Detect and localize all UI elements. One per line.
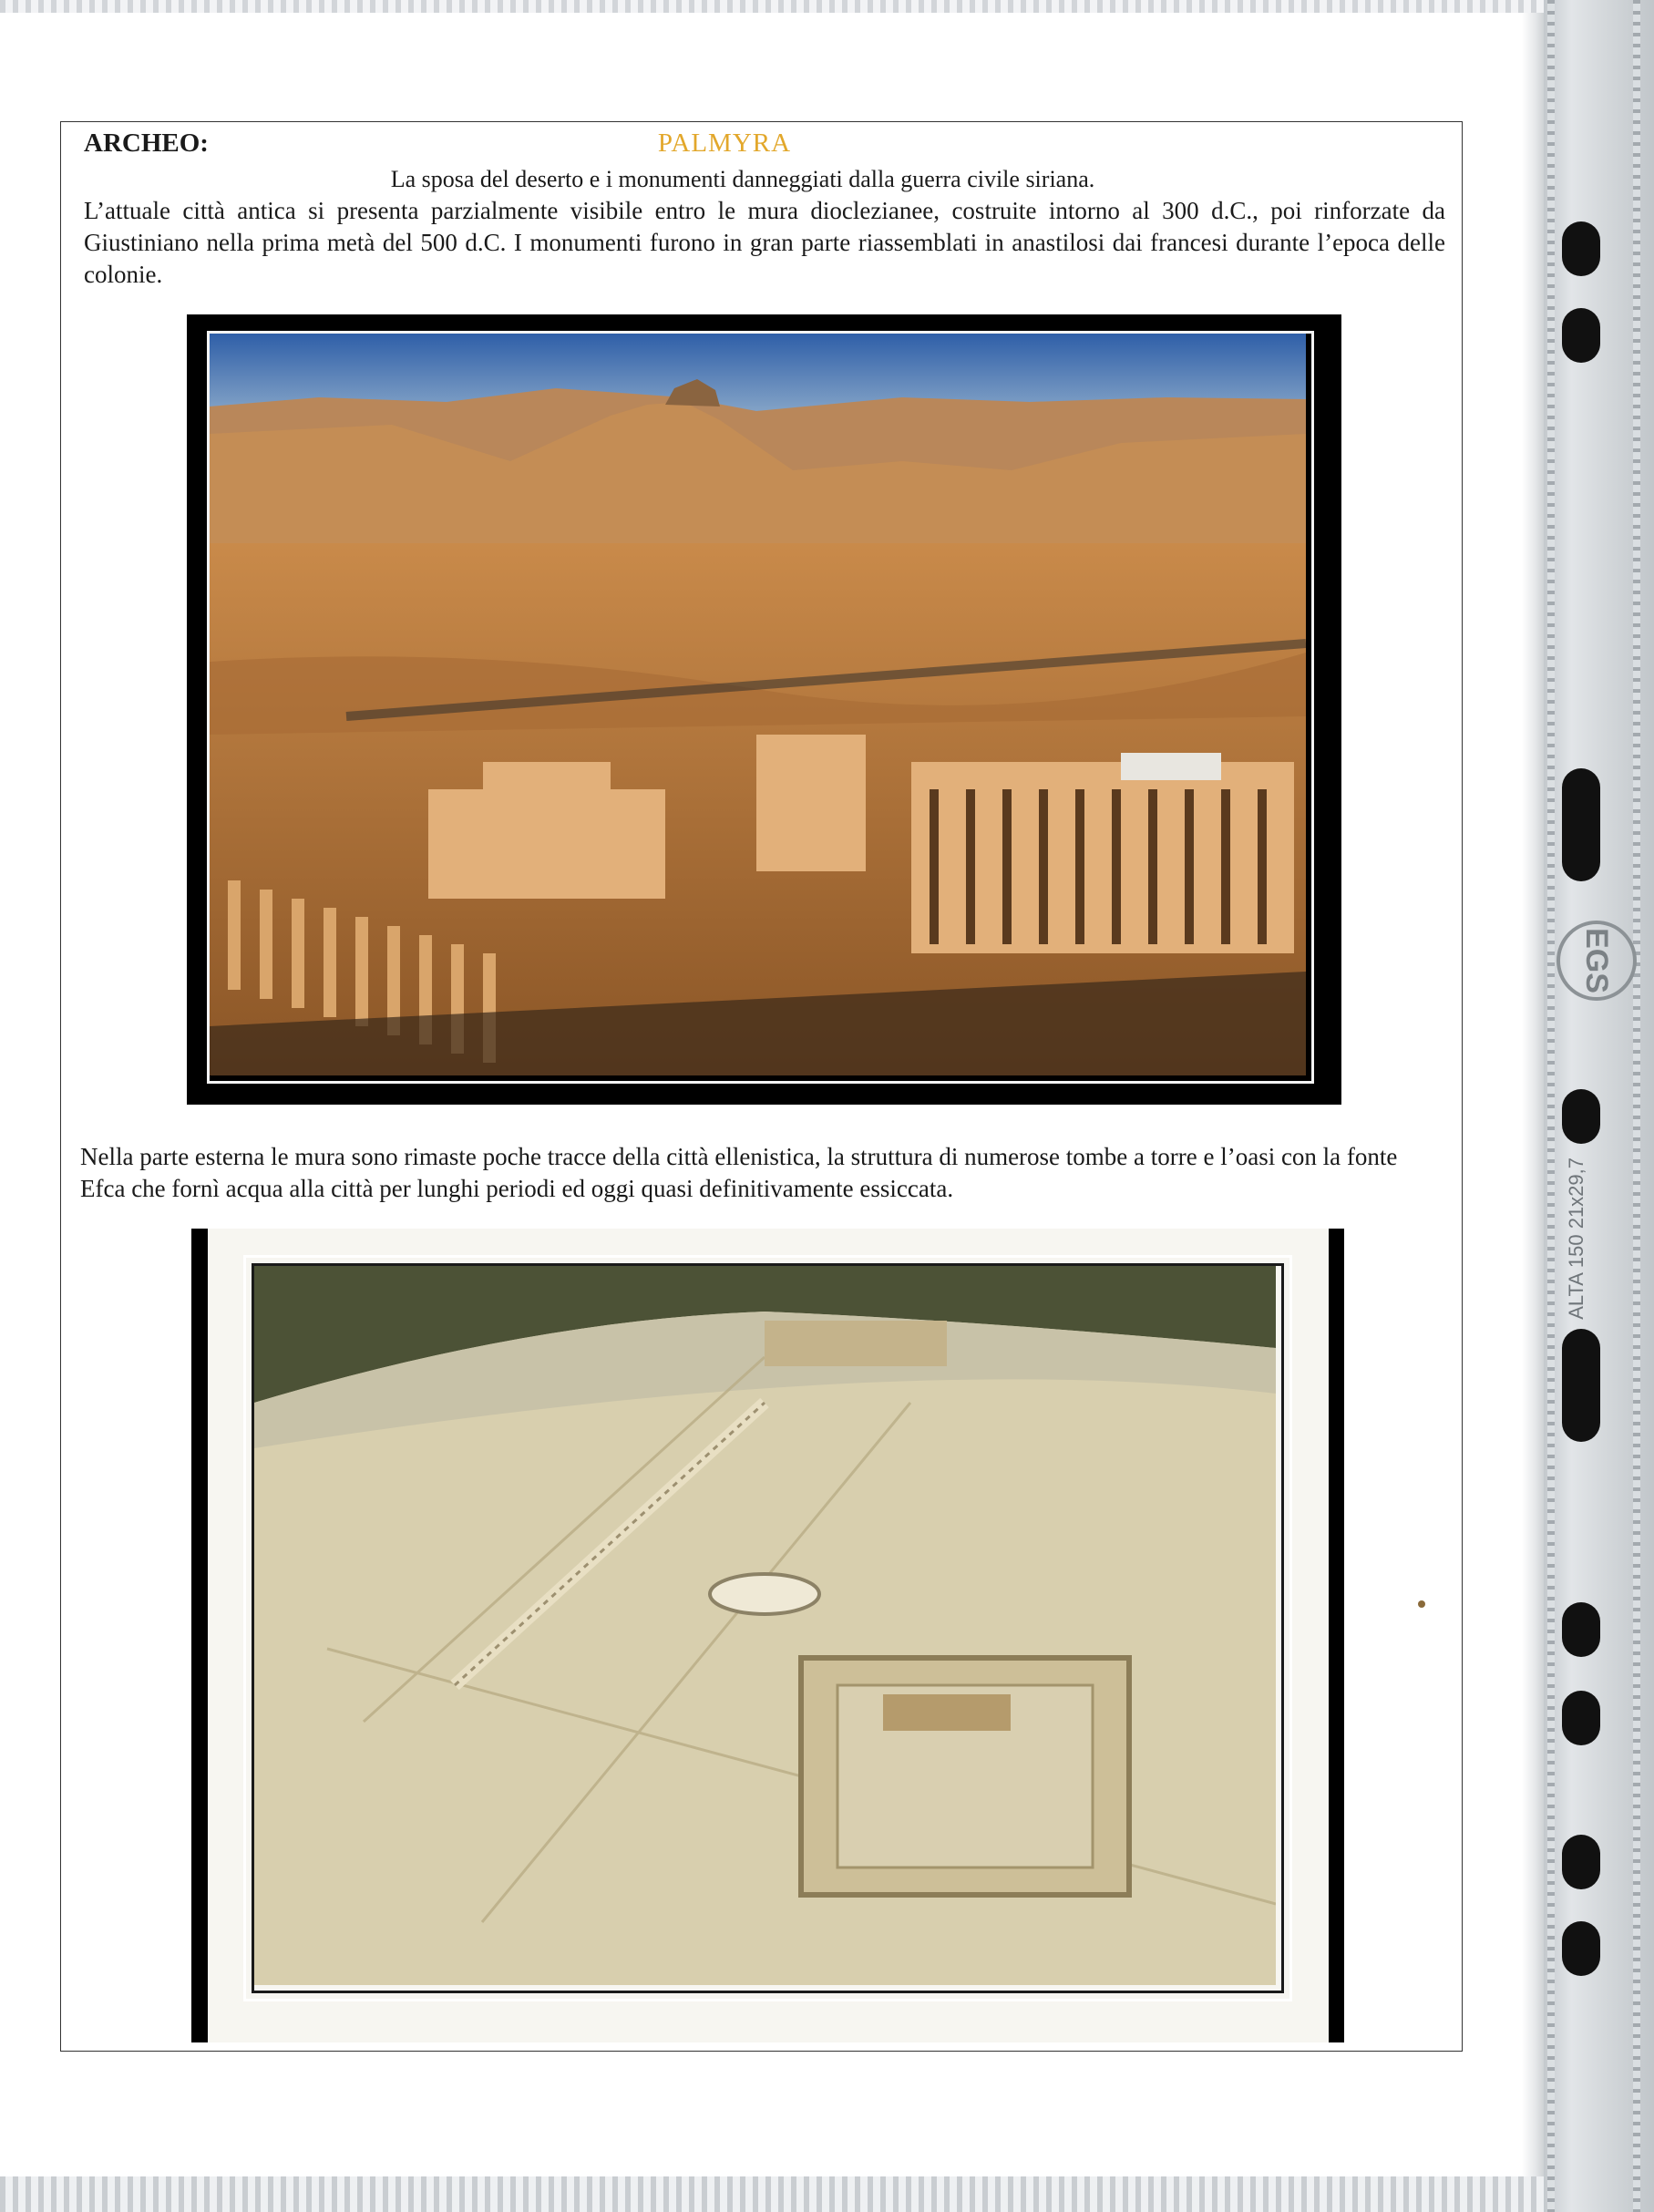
sleeve-code-line1: ALTA 150 (1565, 1234, 1587, 1320)
sleeve-top-edge (0, 0, 1544, 13)
paper-speck (1418, 1600, 1425, 1608)
postcard-aerial-view (191, 1229, 1344, 2042)
page-subtitle: La sposa del deserto e i monumenti danneggiati dalla guerra civile siriana. (390, 166, 1095, 192)
punch-hole (1562, 1602, 1600, 1657)
sleeve-ridge (1633, 0, 1640, 2212)
punch-hole (1562, 1921, 1600, 1976)
aerial-ruins-photo (252, 1263, 1284, 1993)
postcard-card (208, 1229, 1329, 2042)
sleeve-bottom-edge (0, 2176, 1544, 2212)
punch-hole (1562, 1835, 1600, 1889)
punch-hole (1562, 221, 1600, 276)
page-edge-shadow (1522, 0, 1544, 2212)
punch-hole (1562, 1089, 1600, 1144)
intro-paragraph: L’attuale città antica si presenta parzialmente visibile entro le mura dioclezianee, costruite intorno al 300 d.C., poi rinforzate da Giustiniano nella prima metà del 500 d.C. I monumenti furono in gran parte riassemblati in anastilosi dai francesi durante l’epoca delle colonie. (84, 197, 1445, 288)
page-title: PALMYRA (657, 129, 792, 158)
punch-hole (1562, 1329, 1600, 1442)
desert-ruins-photo (207, 331, 1314, 1084)
sleeve-code-line2: 21x29,7 (1565, 1157, 1587, 1229)
punch-hole (1562, 768, 1600, 881)
punch-hole (1562, 1691, 1600, 1745)
sleeve-ridge (1547, 0, 1555, 2212)
outer-paragraph: Nella parte esterna le mura sono rimaste poche tracce della città ellenistica, la struttura di numerose tombe a torre e l’oasi con la fonte Efca che fornì acqua alla città per lunghi periodi ed oggi quasi definitivamente essiccata. (80, 1143, 1398, 1202)
punch-hole (1562, 308, 1600, 363)
sleeve-code (1563, 1157, 1627, 1320)
sleeve-brand-stamp: EGS (1556, 921, 1637, 1001)
section-label: ARCHEO: (84, 129, 209, 158)
postcard-desert-view (187, 314, 1341, 1105)
